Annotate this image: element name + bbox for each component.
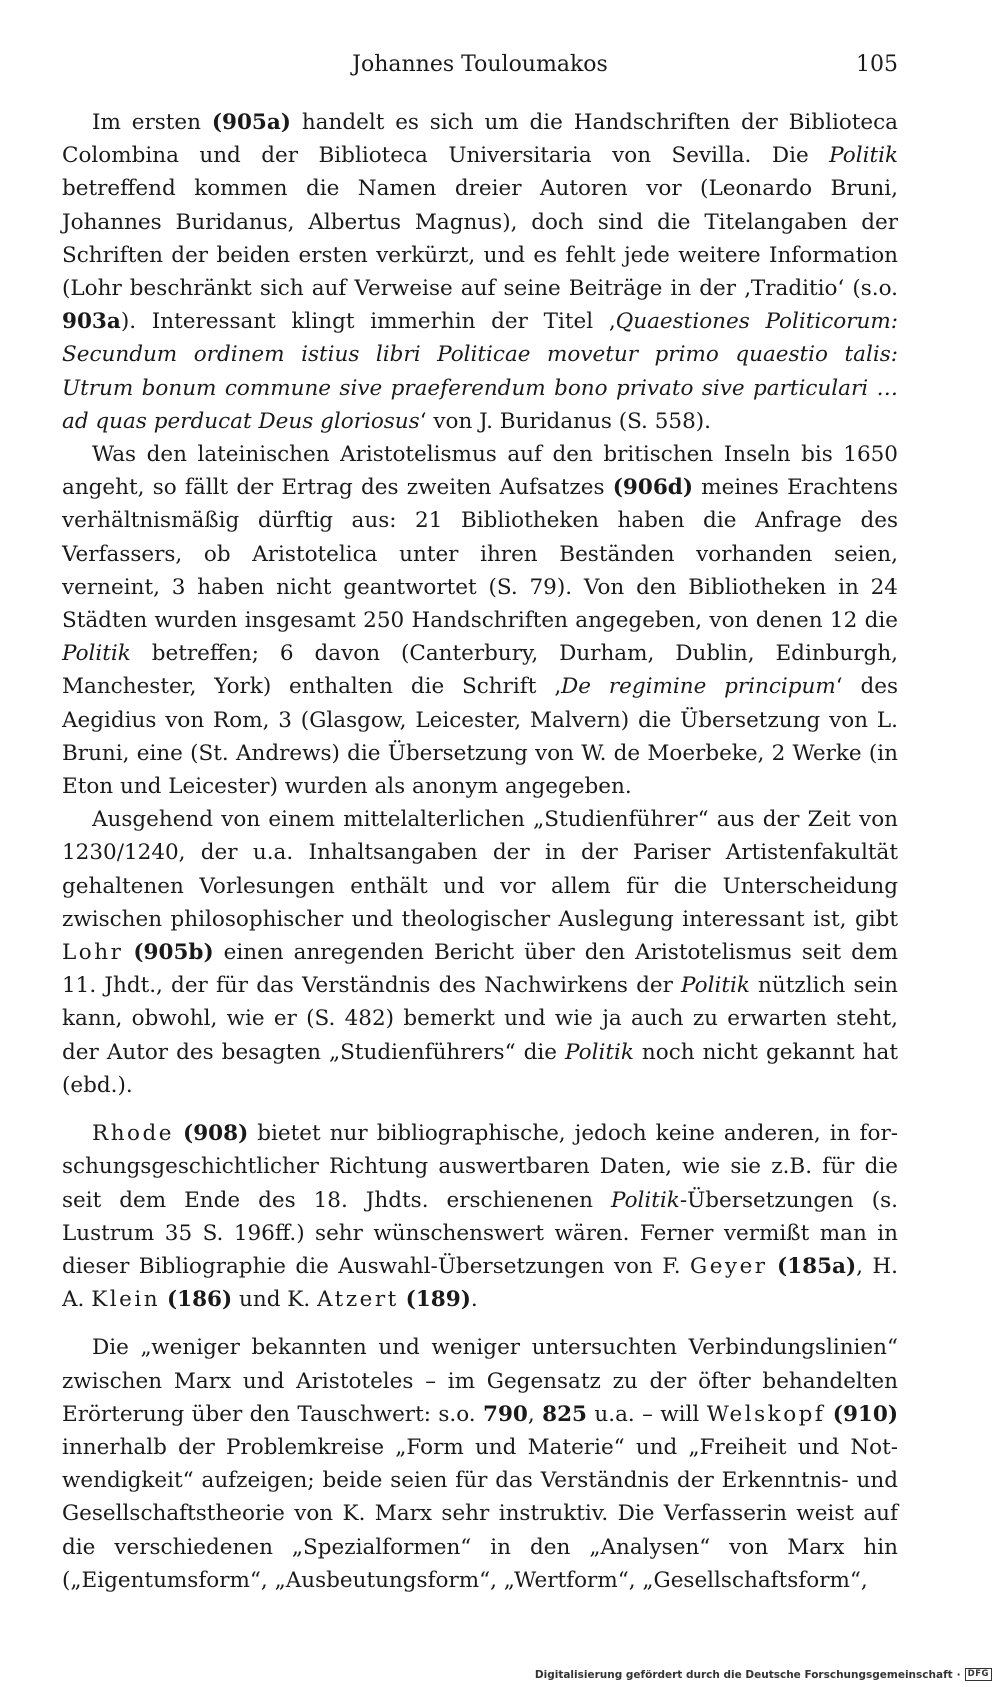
reference-number: (910) <box>832 1401 898 1427</box>
italic-title: Politik <box>829 143 898 169</box>
paragraph <box>62 106 898 438</box>
dfg-logo: DFG <box>965 1668 992 1681</box>
paragraph <box>62 1117 898 1316</box>
text-run <box>399 1287 406 1312</box>
author-name: Atzert <box>317 1287 399 1313</box>
text-run <box>160 1287 167 1312</box>
italic-title: Politik <box>565 1039 634 1065</box>
text-run: betreffend kommen die Namen dreier Autoren vor (Leonardo Bruni, Johannes Buridanus, Albertus Magnus), doch sind die Titelangaben der Schriften der beiden ersten verkürzt, und es fehlt jede weitere Information (Lohr beschränkt sich auf Verweise auf seine Beiträge in der ‚Traditio‘ (s.o. <box>62 176 898 302</box>
text-run: innerhalb der Problemkreise „Form und Materie“ und „Freiheit und Notwendigkeit“ aufzeigen; beide seien für das Verständnis der Erkenntnis- und Gesellschaftstheorie von K. Marx sehr instruktiv. Die Verfasserin weist auf die verschiedenen „Spezialformen“ in den „Analysen“ von Marx hin („Eigentumsform“, „Ausbeutungsform“, „Wertform“, „Gesellschaftsform“, <box>62 1434 898 1593</box>
text-run: , <box>527 1401 543 1427</box>
text-run: u.a. – will <box>587 1401 707 1427</box>
text-run: meines Erachtens verhältnismäßig dürftig aus: 21 Bibliotheken haben die Anfrage des Verfassers, ob Aristotelica unter ihren Beständen vorhanden seien, verneint, 3 haben nicht geantwortet (S. 79). Von den Bibliotheken in 24 Städten wurden insgesamt 250 Handschriften angegeben, von denen 12 die <box>62 475 898 634</box>
text-run: ). Interessant klingt immerhin der Titel ‚ <box>120 309 616 335</box>
text-run: betreffen; 6 davon (Canterbury, Durham, Dublin, Edinburgh, Manchester, York) enthalten die Schrift ‚ <box>62 641 898 700</box>
text-run: Die „weniger bekannten und weniger untersuchten Verbindungslinien“ zwischen Marx und Aristoteles – im Gegensatz zu der öfter behandelten Erörterung über den Tauschwert: s.o. <box>62 1335 898 1427</box>
text-run: Im ersten <box>92 110 212 135</box>
digitization-footer: Digitalisierung gefördert durch die Deutsche Forschungsgemeinschaft · DFG <box>535 1668 992 1681</box>
text-run: , H. A. <box>62 1253 898 1313</box>
page-number: 105 <box>856 52 898 77</box>
paragraph <box>62 803 898 1102</box>
text-run: bietet nur bibliographische, jedoch keine anderen, in forschungsgeschichtlicher Richtung auswertbaren Daten, wie sie z.B. für die seit dem Ende des 18. Jhdts. erschienenen <box>62 1121 898 1213</box>
text-run: nützlich sein kann, obwohl, wie er (S. 482) bemerkt und wie ja auch zu erwarten steht, der Autor des besagten „Studienführers“ die <box>62 973 898 1065</box>
text-run: noch nicht gekannt hat (ebd.). <box>62 1039 898 1098</box>
author-name: Lohr <box>62 940 124 966</box>
reference-number: (906d) <box>612 475 693 501</box>
reference-number: 790 <box>483 1401 528 1427</box>
reference-number: (185a) <box>777 1253 857 1279</box>
paragraph <box>62 1331 898 1597</box>
reference-number: (905b) <box>133 940 214 966</box>
author-name: Klein <box>91 1287 161 1313</box>
text-run: einen anregenden Bericht über den Aristotelismus seit dem 11. Jhdt., der für das Verständnis des Nachwirkens der <box>62 940 898 999</box>
author-name: Rhode <box>92 1121 174 1147</box>
text-run: -Übersetzungen (s. Lustrum 35 S. 196ff.) sehr wünschenswert wären. Ferner vermißt man in dieser Bibliographie die Auswahl-Übersetzungen von F. <box>62 1187 898 1279</box>
author-name: Geyer <box>690 1253 768 1279</box>
running-head: Johannes Touloumakos <box>352 52 608 77</box>
reference-number: (189) <box>405 1287 471 1313</box>
page-header <box>62 52 898 84</box>
text-run: ‘ von J. Buridanus (S. 558). <box>419 408 711 434</box>
text-run <box>123 940 133 965</box>
text-run: und K. <box>232 1287 318 1313</box>
italic-title: De regimine principum <box>561 674 836 700</box>
italic-title: Politik <box>681 973 750 999</box>
text-run <box>825 1402 832 1427</box>
digitization-note: Digitalisierung gefördert durch die Deutsche Forschungsgemeinschaft <box>534 1668 953 1681</box>
italic-title: Quaestiones Politicorum: Secundum ordinem istius libri Politicae movetur primo quaestio talis: Utrum bonum commune sive praeferendum bono privato sive particulari … ad quas perducat Deus gloriosus <box>62 309 898 434</box>
reference-number: (905a) <box>211 110 291 135</box>
reference-number: 903a <box>62 309 121 335</box>
reference-number: 825 <box>542 1401 588 1427</box>
text-run: Was den lateinischen Aristotelismus auf den britischen Inseln bis 1650 angeht, so fällt der Ertrag des zweiten Aufsatzes <box>62 442 898 501</box>
text-run: handelt es sich um die Handschriften der Biblioteca Colombina und der Biblioteca Universitaria von Sevilla. Die <box>62 110 898 169</box>
reference-number: (908) <box>183 1121 249 1147</box>
italic-title: Politik <box>611 1187 680 1213</box>
text-run: Ausgehend von einem mittelalterlichen „Studienführer“ aus der Zeit von 1230/1240, der u.a. Inhaltsangaben der in der Pariser Artistenfakultät gehaltenen Vorlesungen enthält und vor allem für die Unterscheidung zwischen philosophischer und theologischer Auslegung interessant ist, gibt <box>62 807 898 932</box>
text-run: . <box>470 1287 478 1313</box>
body-text <box>62 106 898 1597</box>
author-name: Welskopf <box>706 1401 826 1427</box>
reference-number: (186) <box>166 1287 233 1313</box>
italic-title: Politik <box>62 641 131 667</box>
paragraph <box>62 438 898 803</box>
text-run <box>174 1121 183 1146</box>
text-run: ‘ des Aegidius von Rom, 3 (Glasgow, Leicester, Malvern) die Übersetzung von L. Bruni, eine (St. Andrews) die Übersetzung von W. de Moerbeke, 2 Werke (in Eton und Leicester) wurden als anonym angegeben. <box>62 674 898 800</box>
text-run <box>768 1254 777 1279</box>
